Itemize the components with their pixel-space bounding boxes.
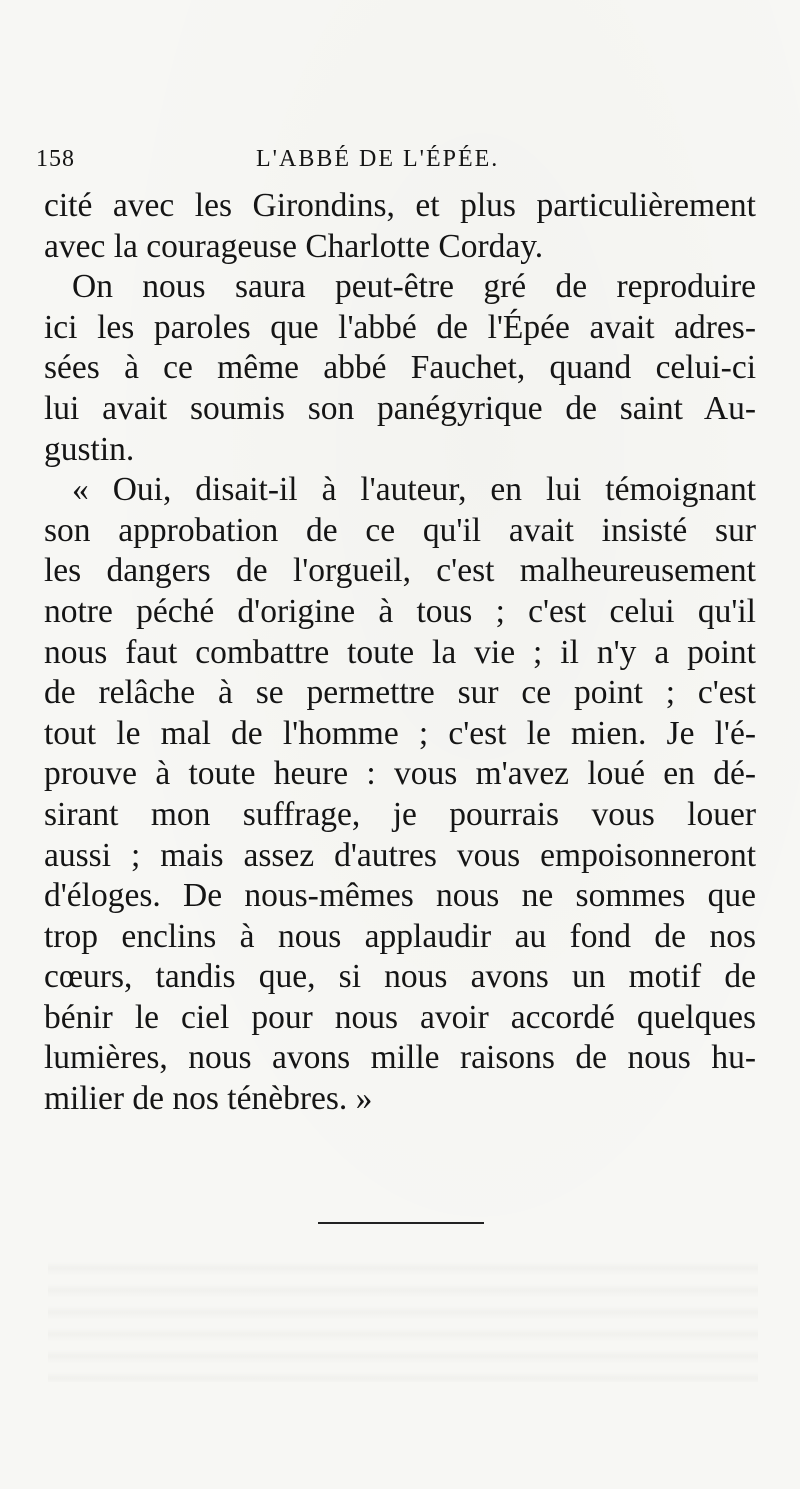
text-line: milier de nos ténèbres. »	[44, 1080, 373, 1118]
text-line: notre péché d'origine à tous ; c'est celui qu'il	[44, 592, 756, 630]
text-line: trop enclins à nous applaudir au fond de nos	[44, 917, 756, 955]
text-line: bénir le ciel pour nous avoir accordé quelques	[44, 998, 756, 1036]
text-line: gustin.	[44, 430, 135, 468]
text-line: cité avec les Girondins, et plus particulièrement	[44, 187, 756, 224]
text-line: lumières, nous avons mille raisons de nous hu-	[44, 1039, 756, 1077]
text-line: son approbation de ce qu'il avait insisté sur	[44, 511, 756, 549]
page-number: 158	[36, 146, 75, 172]
text-line: nous faut combattre toute la vie ; il n'y a point	[44, 633, 756, 671]
running-header	[36, 146, 756, 182]
text-line: ici les paroles que l'abbé de l'Épée avait adres-	[44, 308, 756, 346]
show-through-bleed	[48, 1262, 758, 1382]
section-divider-rule	[318, 1222, 484, 1224]
text-line: sées à ce même abbé Fauchet, quand celui-ci	[44, 349, 756, 387]
text-line: prouve à toute heure : vous m'avez loué en dé-	[44, 755, 756, 793]
text-line: de relâche à se permettre sur ce point ; c'est	[44, 674, 756, 712]
paragraph-start-line: On nous saura peut-être gré de reproduire	[72, 268, 756, 306]
paragraph-start-line: « Oui, disait-il à l'auteur, en lui témoignant	[72, 471, 756, 509]
text-line: avec la courageuse Charlotte Corday.	[44, 227, 544, 265]
text-line: les dangers de l'orgueil, c'est malheureusement	[44, 552, 756, 590]
body-text	[44, 186, 756, 1120]
text-line: lui avait soumis son panégyrique de saint Au-	[44, 389, 756, 427]
text-line: cœurs, tandis que, si nous avons un motif de	[44, 958, 756, 996]
text-line: sirant mon suffrage, je pourrais vous louer	[44, 795, 756, 833]
text-line: d'éloges. De nous-mêmes nous ne sommes que	[44, 877, 756, 915]
running-title: L'ABBÉ DE L'ÉPÉE.	[256, 146, 500, 172]
text-line: aussi ; mais assez d'autres vous empoisonneront	[44, 836, 756, 874]
text-line: tout le mal de l'homme ; c'est le mien. Je l'é-	[44, 714, 756, 752]
